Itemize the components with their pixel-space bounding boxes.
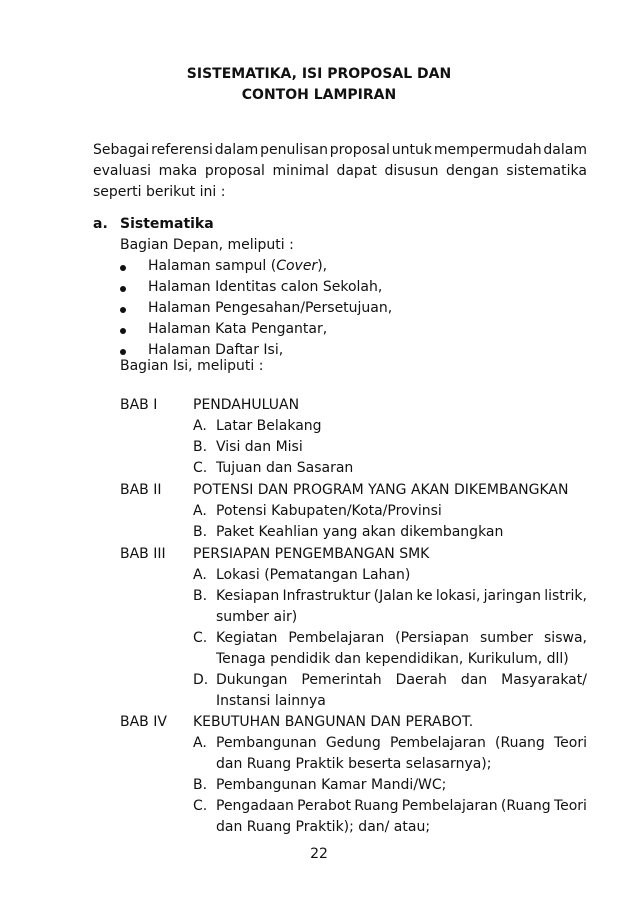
sub-item-line: Tujuan dan Sasaran	[216, 460, 354, 476]
section-marker: a.	[93, 216, 108, 232]
word: Kegiatan	[216, 630, 278, 646]
intro-line-1	[93, 142, 587, 158]
sub-item-line	[216, 672, 587, 688]
word: dapat	[336, 163, 377, 179]
sub-item-letter: B.	[193, 439, 208, 455]
chapter-label: BAB III	[120, 546, 166, 562]
bullet-icon	[120, 349, 126, 355]
sub-item-line: Tenaga pendidik dan kependidikan, Kurikulum, dll)	[216, 651, 569, 667]
word: Daerah	[395, 672, 447, 688]
front-part-label: Bagian Depan, meliputi :	[120, 237, 294, 253]
sub-item-letter: A.	[193, 503, 207, 519]
chapter-label: BAB IV	[120, 714, 167, 730]
word: dalam	[543, 142, 587, 158]
word: Gedung	[325, 735, 381, 751]
word: dalam	[214, 142, 259, 158]
sub-item-line	[216, 798, 587, 814]
chapter-title: KEBUTUHAN BANGUNAN DAN PERABOT.	[193, 714, 474, 730]
word: proposal	[329, 142, 390, 158]
sub-item-letter: A.	[193, 418, 207, 434]
word: Pemerintah	[301, 672, 382, 688]
word: (Persiapan	[395, 630, 470, 646]
word: mempermudah	[433, 142, 542, 158]
word: Ruang	[354, 798, 399, 814]
word: listrik,	[544, 588, 587, 604]
word: (Ruang	[500, 798, 551, 814]
sub-item-line: Paket Keahlian yang akan dikembangkan	[216, 524, 504, 540]
chapter-label: BAB I	[120, 397, 158, 413]
section-heading: Sistematika	[120, 216, 214, 232]
word: referensi	[151, 142, 213, 158]
content-part-label: Bagian Isi, meliputi :	[120, 358, 264, 374]
sub-item-line: Instansi lainnya	[216, 693, 326, 709]
item-text: ),	[317, 258, 328, 274]
word: jaringan	[483, 588, 541, 604]
sub-item-letter: A.	[193, 735, 207, 751]
sub-item-line: Visi dan Misi	[216, 439, 303, 455]
document-title-line-1: SISTEMATIKA, ISI PROPOSAL DAN	[186, 66, 452, 82]
word: evaluasi	[93, 163, 152, 179]
sub-item-line	[216, 630, 587, 646]
sub-item-line	[216, 735, 587, 751]
chapter-title: PERSIAPAN PENGEMBANGAN SMK	[193, 546, 430, 562]
word: Pembangunan	[216, 735, 317, 751]
sub-item-letter: B.	[193, 588, 208, 604]
bullet-icon	[120, 286, 126, 292]
word: Kesiapan	[216, 588, 280, 604]
word: Pembelajaran	[389, 735, 486, 751]
front-part-item: Halaman Pengesahan/Persetujuan,	[148, 300, 393, 316]
word: siswa,	[544, 630, 587, 646]
word: sumber	[480, 630, 534, 646]
word: Infrastruktur	[282, 588, 371, 604]
word: sistematika	[506, 163, 587, 179]
word: minimal	[272, 163, 329, 179]
document-title-line-2: CONTOH LAMPIRAN	[241, 87, 397, 103]
intro-line-3: seperti berikut ini :	[93, 184, 226, 200]
word: Pengadaan	[216, 798, 294, 814]
sub-item-letter: B.	[193, 777, 208, 793]
word: (Ruang	[495, 735, 545, 751]
front-part-item: Halaman Daftar Isi,	[148, 342, 284, 358]
word: dengan	[446, 163, 499, 179]
word: Perabot	[297, 798, 351, 814]
sub-item-line: Latar Belakang	[216, 418, 322, 434]
sub-item-letter: C.	[193, 460, 208, 476]
bullet-icon	[120, 307, 126, 313]
word: Pembelajaran	[288, 630, 385, 646]
sub-item-line: dan Ruang Praktik beserta selasarnya);	[216, 756, 492, 772]
chapter-title: POTENSI DAN PROGRAM YANG AKAN DIKEMBANGKAN	[193, 482, 569, 498]
word: disusun	[384, 163, 439, 179]
item-emphasis: Cover	[276, 258, 318, 274]
word: Teori	[553, 798, 587, 814]
word: Pembelajaran	[401, 798, 498, 814]
word: maka	[158, 163, 198, 179]
sub-item-letter: A.	[193, 567, 207, 583]
item-text: Halaman sampul (	[148, 258, 277, 274]
front-part-item: Halaman Kata Pengantar,	[148, 321, 328, 337]
sub-item-letter: C.	[193, 630, 208, 646]
bullet-icon	[120, 328, 126, 334]
word: (Jalan	[373, 588, 414, 604]
chapter-label: BAB II	[120, 482, 162, 498]
word: ke	[416, 588, 433, 604]
word: proposal	[204, 163, 265, 179]
sub-item-line: Pembangunan Kamar Mandi/WC;	[216, 777, 447, 793]
page-number: 22	[310, 846, 328, 862]
front-part-item	[148, 258, 327, 274]
sub-item-line: dan Ruang Praktik); dan/ atau;	[216, 819, 431, 835]
word: penulisan	[260, 142, 328, 158]
sub-item-line: Lokasi (Pematangan Lahan)	[216, 567, 411, 583]
sub-item-letter: D.	[193, 672, 209, 688]
front-part-item: Halaman Identitas calon Sekolah,	[148, 279, 383, 295]
word: Dukungan	[216, 672, 288, 688]
intro-line-2	[93, 163, 587, 179]
word: lokasi,	[435, 588, 481, 604]
sub-item-line	[216, 588, 587, 604]
word: untuk	[391, 142, 432, 158]
bullet-icon	[120, 265, 126, 271]
sub-item-line: Potensi Kabupaten/Kota/Provinsi	[216, 503, 442, 519]
word: Teori	[553, 735, 587, 751]
chapter-title: PENDAHULUAN	[193, 397, 300, 413]
sub-item-line: sumber air)	[216, 609, 298, 625]
sub-item-letter: B.	[193, 524, 208, 540]
word: dan	[460, 672, 488, 688]
word: Sebagai	[93, 142, 150, 158]
sub-item-letter: C.	[193, 798, 208, 814]
word: Masyarakat/	[501, 672, 587, 688]
